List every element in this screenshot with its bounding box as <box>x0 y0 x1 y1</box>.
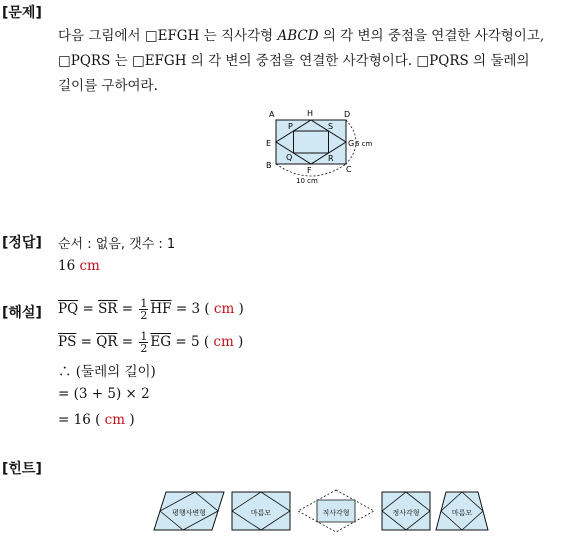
vertex-c: C <box>346 165 352 174</box>
hint-shape-label: 정사각형 <box>392 509 420 517</box>
hint-trapezoid <box>436 492 488 530</box>
vertex-q: Q <box>286 153 293 162</box>
hint-label: [힌트] <box>2 461 42 477</box>
hint-square <box>382 492 430 530</box>
problem-line-2: □PQRS 는 □EFGH 의 각 변의 중점을 연결한 사각형이다. □PQRS 의 둘레의 <box>58 53 530 69</box>
vertex-g: G <box>348 139 355 148</box>
hint-figures <box>152 488 492 538</box>
problem-line-3: 길이를 구하여라. <box>58 78 158 94</box>
vertex-d: D <box>344 110 351 119</box>
hint-shape-label: 평행사변형 <box>172 509 206 517</box>
solution-line-3: ∴ (둘레의 길이) <box>58 364 156 380</box>
vertex-h: H <box>307 109 314 118</box>
vertex-f: F <box>307 166 312 175</box>
hint-shape-label: 직사각형 <box>322 509 350 517</box>
vertex-r: R <box>328 154 334 163</box>
vertex-e: E <box>266 139 272 148</box>
problem-line-1: 다음 그림에서 □EFGH 는 직사각형 ABCD 의 각 변의 중점을 연결한 사각형이고, <box>58 28 545 44</box>
vertex-b: B <box>266 161 272 170</box>
vertex-p: P <box>288 122 293 131</box>
fraction-half: $\frac{1}{2}$ <box>140 297 148 322</box>
solution-line-4: = (3 + 5) × 2 <box>58 386 150 402</box>
fraction-half: $\frac{1}{2}$ <box>140 330 148 355</box>
hint-rhombus <box>298 490 374 532</box>
answer-order: 순서 : 없음, 갯수 : 1 <box>58 237 176 252</box>
hint-shape-label: 마름모 <box>451 509 473 517</box>
answer-label: [정답] <box>2 235 42 251</box>
bottom-length-label: 10 cm <box>296 177 318 185</box>
answer-value: 16 cm <box>58 258 100 274</box>
hint-parallelogram <box>154 492 224 530</box>
solution-label: [해설] <box>2 305 42 321</box>
vertex-a: A <box>269 110 275 119</box>
rectangle-figure <box>262 106 392 186</box>
side-length-label: 6 cm <box>355 140 373 148</box>
solution-line-2: $\overline{PS} = \overline{QR}$ = $\frac{1}{2}$ $\overline{EG} = 5$ ( cm ) <box>58 330 244 355</box>
problem-label: [문제] <box>2 5 42 21</box>
solution-line-5: = 16 ( cm ) <box>58 412 135 428</box>
solution-line-1: $\overline{PQ} = \overline{SR}$ = $\frac{1}{2}$ $\overline{HF} = 3$ ( cm ) <box>58 297 244 322</box>
problem-text <box>58 24 586 99</box>
hint-shape-label: 마름모 <box>250 509 272 517</box>
hint-rectangle <box>232 492 290 530</box>
vertex-s: S <box>328 122 334 131</box>
